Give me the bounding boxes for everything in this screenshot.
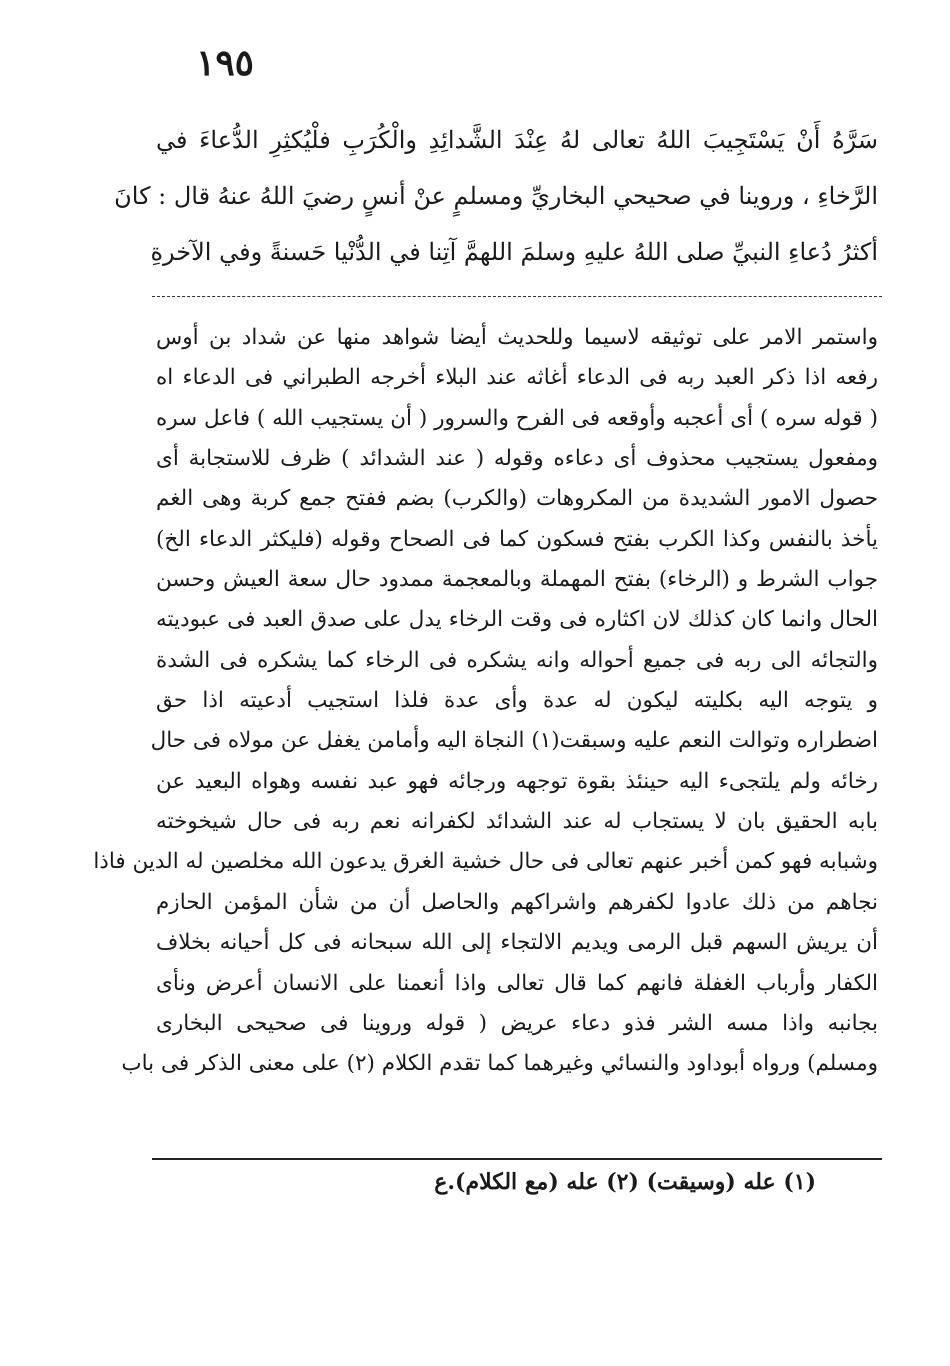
- commentary-line: اضطراره وتوالت النعم عليه وسبقت(١) النجاة اليه وأمامن يغفل عن مولاه فى حال: [150, 728, 878, 754]
- commentary-line: ومفعول يستجيب محذوف أى دعاءه وقوله ( عند الشدائد ) ظرف للاستجابة أى: [156, 446, 878, 472]
- commentary-line: واستمر الامر على توثيقه لاسيما وللحديث أيضا شواهد منها عن شداد بن أوس: [156, 325, 878, 350]
- footnote-line: (١) عله (وسيقت) (٢) عله (مع الكلام).ع: [434, 1169, 816, 1195]
- main-text: [114, 112, 878, 280]
- commentary-line: ومسلم) ورواه أبوداود والنسائي وغيرهما كما تقدم الكلام (٢) على معنى الذكر فى باب: [121, 1051, 878, 1077]
- commentary-line: ( قوله سره ) أى أعجبه وأوقعه فى الفرح والسرور ( أن يستجيب الله ) فاعل سره: [156, 405, 878, 431]
- commentary-line: والتجائه الى ربه فى جميع أحواله وانه يشكره فى الرخاء كما يشكره فى الشدة: [156, 647, 878, 673]
- main-text-line: الرَّخاءِ ، وروينا في صحيحي البخاريِّ ومسلمٍ عنْ أنسٍ رضيَ اللهُ عنهُ قال : كانَ: [114, 182, 878, 210]
- commentary-line: جواب الشرط و (الرخاء) بفتح المهملة وبالمعجمة ممدود حال سعة العيش وحسن: [156, 567, 878, 593]
- commentary-line: الكفار وأرباب الغفلة فانهم كما قال تعالى واذا أنعمنا على الانسان أعرض ونأى: [156, 970, 878, 996]
- commentary-line: حصول الامور الشديدة من المكروهات (والكرب) بضم ففتح جمع كربة وهى الغم: [156, 486, 878, 512]
- commentary-line: نجاهم من ذلك عادوا لكفرهم واشراكهم والحاصل أن من شأن المؤمن الحازم: [156, 889, 878, 915]
- commentary-line: رخائه ولم يلتجىء اليه حينئذ بقوة توجهه ورجائه فهو عبد نفسه وهواه البعيد عن: [156, 768, 878, 794]
- commentary-line: بابه الحقيق بان لا يستجاب له عند الشدائد لكفرانه نعم ربه فى حال شيخوخته: [156, 809, 878, 835]
- commentary-text: [93, 318, 878, 1085]
- footnote: [420, 1162, 816, 1202]
- main-text-line: سَرَّهُ أَنْ يَسْتَجِيبَ اللهُ تعالى لهُ عِنْدَ الشَّدائِدِ والْكُرَبِ فلْيُكثِرِ الدُّعاءَ في: [156, 126, 878, 154]
- page-number: ١٩٥: [196, 42, 255, 84]
- separator-footnote: [152, 1158, 882, 1160]
- commentary-line: أن يريش السهم قبل الرمى ويديم الالتجاء إلى الله سبحانه فى كل أحيانه بخلاف: [156, 930, 878, 956]
- commentary-line: و يتوجه اليه بكليته ليكون له عدة وأى عدة فلذا استجيب أدعيته اذا حق: [156, 688, 878, 714]
- commentary-line: وشبابه فهو كمن أخبر عنهم تعالى فى حال خشية الغرق يدعون الله مخلصين له الدين فاذا: [93, 849, 878, 875]
- commentary-line: بجانبه واذا مسه الشر فذو دعاء عريض ( قوله وروينا فى صحيحى البخارى: [156, 1010, 878, 1036]
- commentary-line: الحال وانما كان كذلك لان اكثاره فى وقت الرخاء يدل على صدق العبد فى عبوديته: [156, 607, 878, 633]
- commentary-line: يأخذ بالنفس وكذا الكرب بفتح فسكون كما فى الصحاح وقوله (فليكثر الدعاء الخ): [156, 526, 878, 552]
- commentary-line: رفعه اذا ذكر العبد ربه فى الدعاء أغاثه عند البلاء أخرجه الطبراني فى الدعاء اه: [156, 365, 878, 391]
- main-text-line: أكثرُ دُعاءِ النبيِّ صلى اللهُ عليهِ وسلمَ اللهمَّ آتِنا في الدُّنْيا حَسنةً وفي الآخرةِ: [150, 238, 878, 266]
- separator-dashed: [152, 296, 882, 297]
